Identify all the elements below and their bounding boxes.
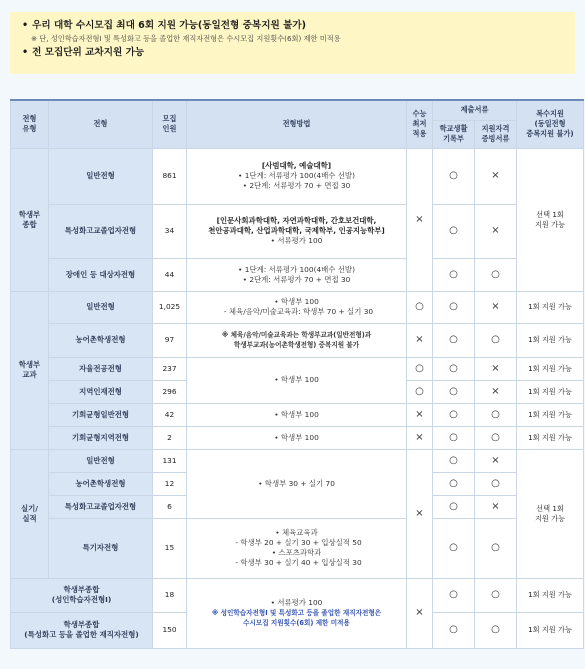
method-line: • 체육교육과 xyxy=(275,528,318,537)
doc-proof-cell: × xyxy=(475,357,517,380)
csat-cell: × xyxy=(407,148,433,291)
row-name: 특성화고교졸업자전형 xyxy=(49,204,153,258)
doc-proof-cell: ○ xyxy=(475,578,517,612)
multi-cell: 1회 지원 가능 xyxy=(517,291,584,323)
csat-cell: ○ xyxy=(407,357,433,380)
header-doc-proof: 지원자격 증빙서류 xyxy=(475,120,517,148)
header-quota: 모집 인원 xyxy=(153,100,187,148)
doc-record-cell: ○ xyxy=(433,403,475,426)
row-name: 일반전형 xyxy=(49,148,153,204)
row-name: 자율전공전형 xyxy=(49,357,153,380)
row-method xyxy=(187,291,407,323)
multi-cell: 1회 지원 가능 xyxy=(517,612,584,648)
doc-proof-cell: × xyxy=(475,204,517,258)
method-note: ※ 성인학습자전형Ⅰ 및 특성화고 등을 졸업한 재직자전형은 수시모집 지원횟수(6회) 제한 미적용 xyxy=(211,609,382,627)
notice-line-2: ※ 단, 성인학습자전형Ⅰ 및 특성화고 등을 졸업한 재직자전형은 수시모집 지원횟수(6회) 제한 미적용 xyxy=(31,34,341,43)
row-quota: 131 xyxy=(153,449,187,472)
csat-cell: × xyxy=(407,578,433,648)
doc-proof-cell: ○ xyxy=(475,612,517,648)
multi-cell: 1회 지원 가능 xyxy=(517,578,584,612)
row-quota: 861 xyxy=(153,148,187,204)
doc-record-cell: ○ xyxy=(433,380,475,403)
doc-proof-cell: × xyxy=(475,380,517,403)
multi-cell: 1회 지원 가능 xyxy=(517,323,584,357)
multi-cell: 선택 1회 지원 가능 xyxy=(517,449,584,578)
notice-line-3: • 전 모집단위 교차지원 가능 xyxy=(22,47,145,58)
doc-record-cell: ○ xyxy=(433,291,475,323)
method-line: • 스포츠과학과 xyxy=(271,548,322,557)
doc-proof-cell: × xyxy=(475,449,517,472)
doc-record-cell: ○ xyxy=(433,148,475,204)
multi-cell: 1회 지원 가능 xyxy=(517,426,584,449)
row-name: 기회균형지역전형 xyxy=(49,426,153,449)
method-line: - 학생부 20 + 실기 30 + 입상실적 50 xyxy=(235,538,362,547)
row-method xyxy=(187,518,407,578)
row-quota: 44 xyxy=(153,258,187,291)
header-method: 전형방법 xyxy=(187,100,407,148)
header-csat: 수능 최저 적용 xyxy=(407,100,433,148)
row-name: 학생부종합 (성인학습자전형Ⅰ) xyxy=(11,578,153,612)
doc-proof-cell: × xyxy=(475,148,517,204)
row-name: 일반전형 xyxy=(49,291,153,323)
row-method: • 학생부 100 xyxy=(187,403,407,426)
method-line: • 서류평가 100 xyxy=(270,236,323,245)
doc-proof-cell: ○ xyxy=(475,426,517,449)
method-head: [사범대학, 예술대학] xyxy=(261,161,332,170)
doc-record-cell: ○ xyxy=(433,258,475,291)
doc-proof-cell: × xyxy=(475,495,517,518)
multi-cell: 1회 지원 가능 xyxy=(517,403,584,426)
doc-record-cell: ○ xyxy=(433,495,475,518)
multi-cell: 선택 1회 지원 가능 xyxy=(517,148,584,291)
row-quota: 15 xyxy=(153,518,187,578)
row-name: 농어촌학생전형 xyxy=(49,472,153,495)
notice-line-1: • 우리 대학 수시모집 최대 6회 지원 가능(동일전형 중복지원 불가) xyxy=(22,20,306,31)
row-method xyxy=(187,258,407,291)
row-quota: 2 xyxy=(153,426,187,449)
category-practical: 실기/ 실적 xyxy=(11,449,49,578)
doc-record-cell: ○ xyxy=(433,323,475,357)
row-quota: 18 xyxy=(153,578,187,612)
row-quota: 296 xyxy=(153,380,187,403)
notice-box xyxy=(10,12,575,74)
csat-cell: ○ xyxy=(407,291,433,323)
doc-record-cell: ○ xyxy=(433,426,475,449)
doc-proof-cell: ○ xyxy=(475,472,517,495)
row-method xyxy=(187,148,407,204)
row-method xyxy=(187,204,407,258)
method-line: • 2단계: 서류평가 70 + 면접 30 xyxy=(242,181,351,190)
admission-table xyxy=(10,99,584,649)
row-quota: 1,025 xyxy=(153,291,187,323)
row-name: 농어촌학생전형 xyxy=(49,323,153,357)
row-name: 일반전형 xyxy=(49,449,153,472)
row-method: • 학생부 30 + 실기 70 xyxy=(187,449,407,518)
method-line: - 체육/음악/미술교육과: 학생부 70 + 실기 30 xyxy=(223,307,374,316)
row-quota: 97 xyxy=(153,323,187,357)
doc-record-cell: ○ xyxy=(433,357,475,380)
row-name: 학생부종합 (특성화고 등을 졸업한 재직자전형) xyxy=(11,612,153,648)
row-name: 특기자전형 xyxy=(49,518,153,578)
category-academic: 학생부 교과 xyxy=(11,291,49,449)
method-head: [인문사회과학대학, 자연과학대학, 간호보건대학, 천안공과대학, 산업과학대학, 국제학부, 인공지능학부] xyxy=(208,216,385,235)
csat-cell: × xyxy=(407,323,433,357)
multi-cell: 1회 지원 가능 xyxy=(517,357,584,380)
row-method-note: ※ 체육/음악/미술교육과는 학생부교과(일반전형)과 학생부교과(농어촌학생전형) 중복지원 불가 xyxy=(187,323,407,357)
doc-record-cell: ○ xyxy=(433,472,475,495)
row-method: • 학생부 100 xyxy=(187,357,407,403)
row-quota: 237 xyxy=(153,357,187,380)
doc-proof-cell: ○ xyxy=(475,258,517,291)
method-line: - 학생부 30 + 실기 40 + 입상실적 30 xyxy=(235,558,362,567)
header-doc-record: 학교생활 기록부 xyxy=(433,120,475,148)
doc-proof-cell: ○ xyxy=(475,403,517,426)
row-quota: 6 xyxy=(153,495,187,518)
csat-cell: × xyxy=(407,426,433,449)
row-quota: 42 xyxy=(153,403,187,426)
method-line: • 1단계: 서류평가 100(4배수 선발) xyxy=(238,171,355,180)
method-line: • 1단계: 서류평가 100(4배수 선발) xyxy=(238,264,355,274)
csat-cell: × xyxy=(407,449,433,578)
header-docs: 제출서류 xyxy=(433,100,517,120)
doc-record-cell: ○ xyxy=(433,204,475,258)
header-type: 전형 유형 xyxy=(11,100,49,148)
doc-record-cell: ○ xyxy=(433,578,475,612)
row-name: 지역인재전형 xyxy=(49,380,153,403)
doc-proof-cell: ○ xyxy=(475,518,517,578)
row-quota: 150 xyxy=(153,612,187,648)
doc-proof-cell: × xyxy=(475,291,517,323)
category-comprehensive: 학생부 종합 xyxy=(11,148,49,291)
multi-cell: 1회 지원 가능 xyxy=(517,380,584,403)
csat-cell: × xyxy=(407,403,433,426)
row-method xyxy=(187,578,407,648)
header-name: 전형 xyxy=(49,100,153,148)
doc-proof-cell: ○ xyxy=(475,323,517,357)
csat-cell: ○ xyxy=(407,380,433,403)
row-name: 기회균형일반전형 xyxy=(49,403,153,426)
doc-record-cell: ○ xyxy=(433,612,475,648)
doc-record-cell: ○ xyxy=(433,449,475,472)
row-quota: 12 xyxy=(153,472,187,495)
method-line: • 서류평가 100 xyxy=(270,598,323,607)
row-quota: 34 xyxy=(153,204,187,258)
row-method: • 학생부 100 xyxy=(187,426,407,449)
doc-record-cell: ○ xyxy=(433,518,475,578)
method-line: • 2단계: 서류평가 70 + 면접 30 xyxy=(242,274,351,284)
row-name: 특성화고교졸업자전형 xyxy=(49,495,153,518)
method-line: • 학생부 100 xyxy=(274,297,319,306)
header-multi: 복수지원 (동일전형 중복지원 불가) xyxy=(517,100,584,148)
row-name: 장애인 등 대상자전형 xyxy=(49,258,153,291)
